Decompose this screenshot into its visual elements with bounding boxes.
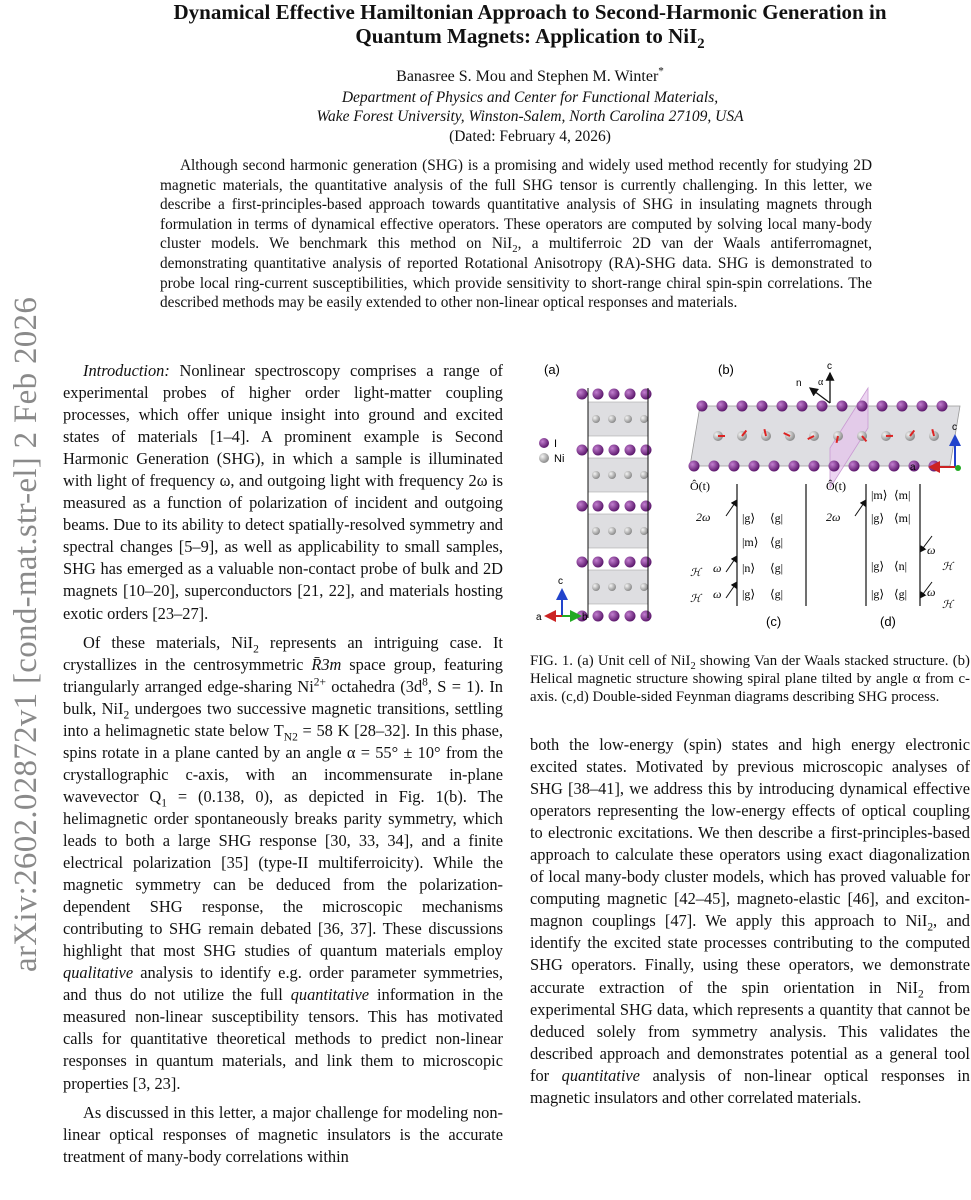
nickel-atom bbox=[624, 527, 632, 535]
t: 2 bbox=[253, 642, 259, 655]
normal-label: n bbox=[796, 378, 802, 389]
layer-slab bbox=[690, 406, 960, 466]
authors bbox=[100, 65, 960, 86]
iodine-atom bbox=[609, 501, 620, 512]
absorb-arrow-c1 bbox=[726, 556, 737, 572]
nickel-atom bbox=[624, 583, 632, 591]
t: = 58 K [28–32]. In this phase, spins rotate in a plane canted by an angle α = 55° ± 10° from the crystallographic c-axis, with an incommensurate in-plane wavevector Q bbox=[63, 720, 503, 806]
iodine-atom bbox=[593, 389, 604, 400]
legend-iodine-dot bbox=[539, 438, 549, 448]
iodine-atom bbox=[609, 389, 620, 400]
affiliation-line-2: Wake Forest University, Winston-Salem, North Carolina 27109, USA bbox=[316, 108, 744, 125]
affiliation-line-1: Department of Physics and Center for Functional Materials, bbox=[341, 89, 719, 106]
axis-c-label-b2: c bbox=[952, 422, 957, 433]
legend-iodine-label: I bbox=[554, 438, 558, 450]
paper-title bbox=[100, 0, 960, 53]
iodine-atom bbox=[577, 501, 588, 512]
bra-g-c3: ⟨g| bbox=[770, 561, 784, 575]
iodine-atom bbox=[777, 401, 788, 412]
t: 8 bbox=[422, 676, 428, 689]
motivation-paragraph bbox=[530, 734, 970, 1109]
iodine-atom bbox=[897, 401, 908, 412]
title-subscript: 2 bbox=[697, 36, 705, 53]
iodine-atom bbox=[641, 557, 652, 568]
absorb-arrow-c2 bbox=[726, 582, 737, 598]
title-line-2: Quantum Magnets: Application to NiI bbox=[355, 24, 698, 48]
axis-a-label-b: a bbox=[910, 462, 916, 473]
t: quantitative bbox=[290, 985, 369, 1005]
bra-g-c4: ⟨g| bbox=[770, 587, 784, 601]
t: 2 bbox=[917, 987, 924, 1000]
t: = (0.138, 0), as depicted in Fig. 1(b). The helimagnetic order spontaneously breaks parity symmetry, which leads to both a large SHG response [30, 33, 34], and a finite electrical polarization [35] (type-II multiferroicity). While the magnetic symmetry can be deduced from the polarization-dependent SHG response, the microscopic mechanisms contributing to SHG remain debated [36, 37]. These discussions highlight that most SHG studies of quantum materials employ bbox=[63, 786, 503, 961]
iodine-atom bbox=[593, 445, 604, 456]
op-o-label-c: Ô(t) bbox=[690, 479, 710, 493]
iodine-atom bbox=[593, 501, 604, 512]
nickel-atom bbox=[640, 471, 648, 479]
iodine-atom bbox=[837, 401, 848, 412]
nickel-atom bbox=[624, 415, 632, 423]
caption-text-2: showing Van der Waals stacked structure. (b) Helical magnetic structure showing spiral plane tilted by angle α from c-axis. (c,d) Double-sided Feynman diagrams describing SHG process. bbox=[530, 653, 970, 705]
c-axis-label-b: c bbox=[827, 361, 832, 372]
panel-c-label: (c) bbox=[766, 614, 782, 629]
t: represents an intriguing case. It crystallizes in the centrosymmetric bbox=[63, 632, 503, 674]
ket-n-c: |n⟩ bbox=[742, 561, 756, 575]
date-line: (Dated: February 4, 2026) bbox=[449, 128, 611, 145]
iodine-atom bbox=[609, 611, 620, 622]
abstract-text-2: , a multiferroic 2D van der Waals antiferromagnet, demonstrating quantitative analysis of reported Rotational Anisotropy (RA)-SHG data. SHG is demonstrated to probe local ring-current susceptibilities, which provide sensitivity to short-range chiral spin-spin correlations. The described methods may be easily extended to other non-linear optical responses and materials. bbox=[160, 235, 872, 312]
bra-m-d2: ⟨m| bbox=[894, 511, 911, 525]
abstract-text-1: Although second harmonic generation (SHG) is a promising and widely used method recently for studying 2D magnetic materials, the quantitative analysis of the full SHG tensor is currently challenging. In this letter, we describe a first-principles-based approach towards quantitative analysis of SHG in insulating magnets through formulation in terms of dynamical effective operators. These operators are computed by solving local many-body cluster models. We benchmark this method on NiI bbox=[160, 157, 872, 253]
iodine-atom bbox=[729, 461, 740, 472]
t: 1 bbox=[161, 797, 168, 810]
panel-a-label: (a) bbox=[544, 362, 560, 377]
bra-g-d: ⟨g| bbox=[894, 587, 908, 601]
nickel-atom bbox=[608, 415, 616, 423]
h-em-c1: ℋ bbox=[690, 567, 701, 579]
nickel-atom bbox=[640, 415, 648, 423]
iodine-atom bbox=[809, 461, 820, 472]
nickel-atom bbox=[592, 583, 600, 591]
h-em-d2: ℋ bbox=[942, 599, 953, 611]
caption-text-1: FIG. 1. (a) Unit cell of NiI bbox=[530, 653, 691, 669]
legend-nickel-dot bbox=[539, 453, 549, 463]
intro-label: Introduction: bbox=[83, 361, 170, 380]
iodine-atom bbox=[849, 461, 860, 472]
iodine-atom bbox=[625, 611, 636, 622]
modeling-paragraph: As discussed in this letter, a major challenge for modeling non-linear optical responses of magnetic insulators is the accurate treatment of many-body correlations within bbox=[63, 1102, 503, 1166]
author-names: Banasree S. Mou and Stephen M. Winter bbox=[396, 68, 659, 85]
h-em-c2: ℋ bbox=[690, 593, 701, 605]
emit-arrow-c bbox=[726, 500, 737, 516]
t: analysis to identify e.g. order parameter symmetries, and thus do not utilize the full bbox=[63, 963, 503, 1005]
ket-g-c2: |g⟩ bbox=[742, 587, 756, 601]
iodine-atom bbox=[917, 401, 928, 412]
op-o-label-d: Ô(t) bbox=[826, 479, 846, 493]
arxiv-stamp: arXiv:2602.02872v1 [cond-mat.str-el] 2 Feb 2026 bbox=[8, 296, 44, 972]
panel-d-feynman bbox=[826, 479, 955, 629]
axis-b-label-a: b bbox=[582, 612, 588, 623]
ket-g-d3: |g⟩ bbox=[871, 587, 885, 601]
t: both the low-energy (spin) states and high energy electronic excited states. Motivated by previous microscopic analyses of SHG [38–41], we address this by introducing dynamical effective operators representing the low-energy effects of optical coupling to electronic excitations. We then describe a first-principles-based approach to calculate these operators using exact diagonalization of local many-body cluster models, which has proved valuable for computing magnetic [42–45], magneto-elastic [46], and exciton-magnon couplings [47]. We apply this approach to NiI bbox=[530, 735, 970, 931]
omega-nu-c: ω bbox=[713, 587, 722, 601]
abstract-sub: 2 bbox=[512, 243, 518, 256]
caption-sub: 2 bbox=[690, 660, 696, 672]
iodine-atom bbox=[593, 611, 604, 622]
abstract bbox=[160, 156, 872, 313]
t: 2+ bbox=[313, 676, 326, 689]
iodine-atom bbox=[609, 557, 620, 568]
iodine-atom bbox=[641, 389, 652, 400]
iodine-atom bbox=[749, 461, 760, 472]
t: , and identify the excited state processes contributing to the computed SHG operators. Finally, using these operators, we demonstrate accurate extraction of the spin orientation in NiI bbox=[530, 911, 970, 997]
iodine-atom bbox=[697, 401, 708, 412]
iodine-atom bbox=[789, 461, 800, 472]
iodine-atom bbox=[889, 461, 900, 472]
bra-g-c1: ⟨g| bbox=[770, 511, 784, 525]
iodine-atom bbox=[709, 461, 720, 472]
iodine-atom bbox=[641, 445, 652, 456]
ket-g-d1: |g⟩ bbox=[871, 511, 885, 525]
alpha-label: α bbox=[818, 377, 824, 388]
iodine-atom bbox=[577, 389, 588, 400]
t: undergoes two successive magnetic transitions, settling into a helimagnetic state below T bbox=[63, 698, 504, 740]
two-omega-c: 2ω bbox=[696, 510, 711, 524]
h-em-d1: ℋ bbox=[942, 561, 953, 573]
panel-c-feynman bbox=[690, 479, 806, 629]
iodine-atom bbox=[857, 401, 868, 412]
t: 2 bbox=[123, 708, 130, 721]
omega-xi-d: ω bbox=[927, 543, 936, 557]
t: analysis of non-linear optical responses in magnetic insulators and other correlated materials. bbox=[530, 1065, 970, 1107]
axis-a-label-a: a bbox=[536, 612, 542, 623]
iodine-atom bbox=[625, 501, 636, 512]
iodine-atom bbox=[829, 461, 840, 472]
legend-nickel-label: Ni bbox=[554, 453, 565, 465]
iodine-atom bbox=[737, 401, 748, 412]
iodine-atom bbox=[817, 401, 828, 412]
nickel-atom bbox=[608, 583, 616, 591]
panel-b-helical-structure bbox=[689, 361, 962, 488]
t: Of these materials, NiI bbox=[83, 632, 254, 652]
t: 2 bbox=[927, 921, 934, 934]
space-group: R̄3m bbox=[311, 654, 342, 674]
iodine-atom bbox=[937, 401, 948, 412]
t: quantitative bbox=[561, 1065, 640, 1085]
iodine-atom bbox=[577, 445, 588, 456]
title-line-1: Dynamical Effective Hamiltonian Approach to Second-Harmonic Generation in bbox=[173, 0, 887, 24]
figure-1 bbox=[530, 358, 970, 636]
iodine-atom bbox=[689, 461, 700, 472]
iodine-atom bbox=[625, 389, 636, 400]
iodine-atom bbox=[797, 401, 808, 412]
t: , S = 1). In bulk, NiI bbox=[63, 676, 503, 718]
iodine-atom bbox=[769, 461, 780, 472]
t: from experimental SHG data, which represents a quantity that cannot be deduced solely from symmetry analysis. This validates the described approach and demonstrates potential as a general tool for bbox=[530, 977, 970, 1085]
ket-g-d2: |g⟩ bbox=[871, 559, 885, 573]
right-column bbox=[530, 734, 970, 1109]
panel-b-label: (b) bbox=[718, 362, 734, 377]
iodine-atom bbox=[625, 557, 636, 568]
iodine-atom bbox=[609, 445, 620, 456]
t: N2 bbox=[283, 731, 298, 744]
iodine-atom bbox=[577, 557, 588, 568]
nickel-atom bbox=[592, 527, 600, 535]
axis-b-dot bbox=[955, 465, 961, 471]
intro-text: Nonlinear spectroscopy comprises a range of experimental probes of higher order light-matter coupling processes, which offer unique insight into ground and excited states of materials [1–4]. A prominent example is Second Harmonic Generation (SHG), in which a sample is illuminated with light of frequency ω, and outgoing light with frequency 2ω is measured as a function of polarization of incident and outgoing beams. Due to its ability to detect spatially-resolved symmetry and spectral changes [5–9], as well as applicability to small samples, SHG has emerged as a valuable non-contact probe of bulk and 2D magnets [10–20], superconductors [21, 22], and materials hosting exotic orders [23–27]. bbox=[63, 361, 503, 623]
ket-m-c: |m⟩ bbox=[742, 535, 759, 549]
nickel-atom bbox=[624, 471, 632, 479]
iodine-atom bbox=[757, 401, 768, 412]
ket-g-c1: |g⟩ bbox=[742, 511, 756, 525]
figure-caption bbox=[530, 652, 970, 706]
bra-g-c2: ⟨g| bbox=[770, 535, 784, 549]
t: octahedra (3d bbox=[325, 676, 423, 696]
two-omega-d: 2ω bbox=[826, 510, 841, 524]
panel-a-unit-cell bbox=[536, 362, 652, 623]
intro-paragraph bbox=[63, 360, 503, 625]
iodine-atom bbox=[593, 557, 604, 568]
left-column bbox=[63, 360, 503, 1168]
axis-c-label-a: c bbox=[558, 576, 563, 587]
t: space group, featuring triangularly arranged edge-sharing Ni bbox=[63, 654, 503, 696]
nickel-atom bbox=[592, 415, 600, 423]
panel-d-label: (d) bbox=[880, 614, 896, 629]
iodine-atom bbox=[641, 611, 652, 622]
emit-arrow-d bbox=[855, 500, 866, 516]
t: qualitative bbox=[63, 963, 134, 983]
nickel-atom bbox=[640, 527, 648, 535]
nii2-paragraph bbox=[63, 632, 503, 1095]
iodine-atom bbox=[869, 461, 880, 472]
iodine-atom bbox=[641, 501, 652, 512]
omega-nu-d: ω bbox=[927, 585, 936, 599]
iodine-atom bbox=[625, 445, 636, 456]
t: information in the measured non-linear susceptibility tensors. This has motivated calls for quantitative theoretical methods to predict non-linear responses in quantum materials, and link them to microscopic properties [3, 23]. bbox=[63, 985, 503, 1093]
nickel-atom bbox=[592, 471, 600, 479]
iodine-atom bbox=[717, 401, 728, 412]
ket-m-d1: |m⟩ bbox=[871, 488, 888, 502]
iodine-atom bbox=[877, 401, 888, 412]
corresponding-mark: * bbox=[658, 65, 664, 78]
bra-m-d1: ⟨m| bbox=[894, 488, 911, 502]
nickel-atom bbox=[608, 527, 616, 535]
nickel-atom bbox=[608, 471, 616, 479]
bra-n-d: ⟨n| bbox=[894, 559, 908, 573]
normal-arrow bbox=[810, 388, 830, 403]
nickel-atom bbox=[640, 583, 648, 591]
omega-xi-c: ω bbox=[713, 561, 722, 575]
